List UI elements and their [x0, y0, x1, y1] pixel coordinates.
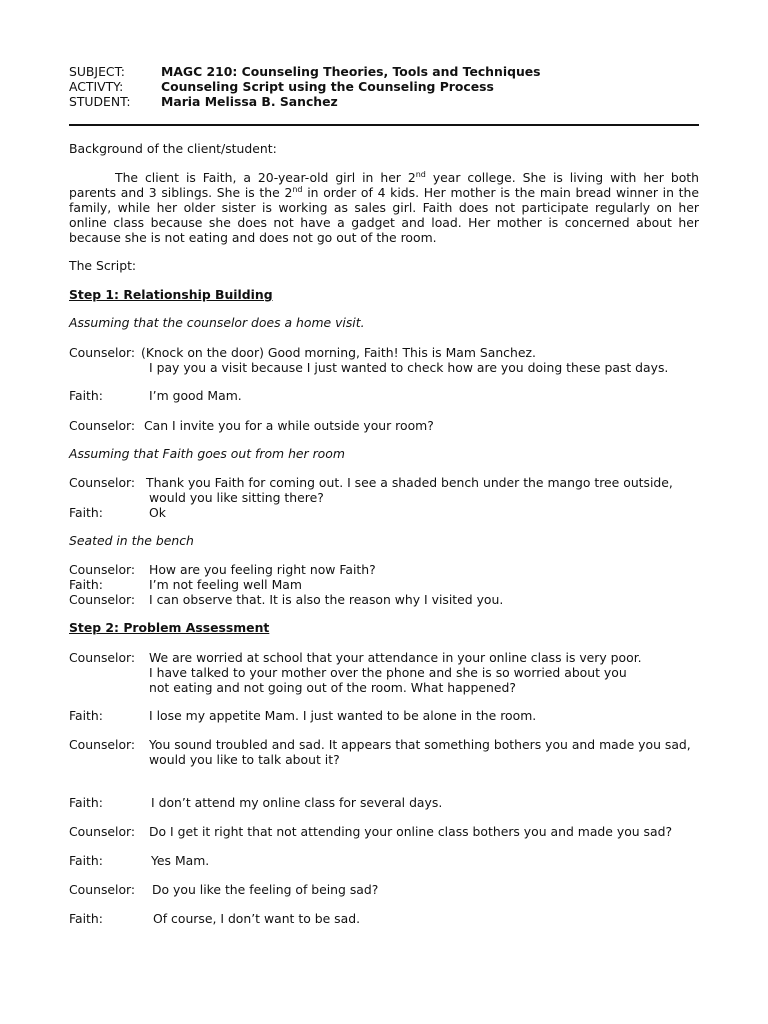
speaker-label: Counselor:	[69, 418, 136, 433]
speaker-label: Faith:	[69, 505, 103, 520]
background-heading: Background of the client/student:	[69, 141, 277, 156]
dialogue-line	[69, 418, 699, 433]
speaker-label: Counselor:	[69, 345, 136, 360]
dialogue-block	[69, 650, 699, 695]
dialogue-block	[69, 882, 699, 897]
speaker-spacer	[69, 665, 149, 680]
header-divider	[69, 124, 699, 126]
dialogue-line	[69, 882, 699, 897]
background-text-2: year college. She is living with her both parents and 3 siblings. She is the 2	[69, 170, 699, 200]
speaker-label: Faith:	[69, 577, 103, 592]
speaker-label: Counselor:	[69, 737, 136, 752]
dialogue-text: I can observe that. It is also the reason why I visited you.	[149, 592, 504, 607]
dialogue-line	[69, 824, 699, 839]
speaker-spacer	[69, 490, 149, 505]
speaker-label: Faith:	[69, 388, 103, 403]
dialogue-text: Ok	[149, 505, 166, 520]
dialogue-text: Can I invite you for a while outside your room?	[144, 418, 434, 433]
speaker-label: Counselor:	[69, 650, 136, 665]
speaker-spacer	[69, 360, 149, 375]
dialogue-line	[69, 505, 699, 520]
activity-label: ACTIVTY:	[69, 79, 124, 94]
step1-title: Step 1: Relationship Building	[69, 287, 273, 302]
speaker-spacer	[69, 680, 149, 695]
student-row	[69, 94, 541, 109]
stage-direction: Seated in the bench	[69, 533, 194, 548]
dialogue-text: would you like to talk about it?	[149, 752, 340, 767]
activity-row	[69, 79, 541, 94]
dialogue-block	[69, 562, 699, 607]
dialogue-text: You sound troubled and sad. It appears that something bothers you and made you sad,	[149, 737, 691, 752]
dialogue-text: I pay you a visit because I just wanted to check how are you doing these past days.	[149, 360, 669, 375]
dialogue-line	[69, 665, 699, 680]
dialogue-text: I don’t attend my online class for several days.	[151, 795, 443, 810]
dialogue-text: I’m not feeling well Mam	[149, 577, 302, 592]
speaker-label: Faith:	[69, 853, 103, 868]
dialogue-line	[69, 475, 699, 490]
dialogue-line	[69, 562, 699, 577]
speaker-label: Counselor:	[69, 882, 136, 897]
dialogue-text: Yes Mam.	[151, 853, 210, 868]
background-text-3: in order of 4 kids. Her mother is the main bread winner in the family, while her older sister is working as sales girl. Faith does not participate regularly on her online class because she does not have a gadget and load. Her mother is concerned about her because she is not eating and does not go out of the room.	[69, 185, 699, 245]
dialogue-line	[69, 795, 699, 810]
dialogue-line	[69, 853, 699, 868]
student-label: STUDENT:	[69, 94, 131, 109]
background-paragraph	[69, 170, 699, 245]
dialogue-text: not eating and not going out of the room. What happened?	[149, 680, 516, 695]
dialogue-line	[69, 911, 699, 926]
dialogue-block	[69, 708, 699, 723]
dialogue-text: I lose my appetite Mam. I just wanted to be alone in the room.	[149, 708, 537, 723]
step2-title: Step 2: Problem Assessment	[69, 620, 270, 635]
ordinal-suffix: nd	[292, 185, 303, 194]
dialogue-line	[69, 345, 699, 360]
dialogue-text: Do you like the feeling of being sad?	[152, 882, 379, 897]
dialogue-block	[69, 795, 699, 810]
dialogue-text: How are you feeling right now Faith?	[149, 562, 376, 577]
speaker-label: Faith:	[69, 911, 103, 926]
dialogue-line	[69, 592, 699, 607]
student-value: Maria Melissa B. Sanchez	[161, 94, 338, 109]
dialogue-line	[69, 752, 699, 767]
dialogue-text: (Knock on the door) Good morning, Faith! This is Mam Sanchez.	[141, 345, 536, 360]
dialogue-block	[69, 418, 699, 433]
dialogue-line	[69, 650, 699, 665]
ordinal-suffix: nd	[415, 170, 426, 179]
dialogue-line	[69, 680, 699, 695]
speaker-label: Faith:	[69, 795, 103, 810]
dialogue-text: Thank you Faith for coming out. I see a shaded bench under the mango tree outside,	[146, 475, 673, 490]
dialogue-block	[69, 475, 699, 520]
subject-row	[69, 64, 541, 79]
speaker-label: Counselor:	[69, 475, 136, 490]
dialogue-text: I have talked to your mother over the phone and she is so worried about you	[149, 665, 627, 680]
dialogue-line	[69, 708, 699, 723]
dialogue-block	[69, 388, 699, 403]
dialogue-line	[69, 737, 699, 752]
subject-value: MAGC 210: Counseling Theories, Tools and Techniques	[161, 64, 541, 79]
script-heading: The Script:	[69, 258, 137, 273]
dialogue-text: would you like sitting there?	[149, 490, 324, 505]
dialogue-text: Do I get it right that not attending your online class bothers you and made you sad?	[149, 824, 673, 839]
subject-label: SUBJECT:	[69, 64, 125, 79]
speaker-label: Counselor:	[69, 562, 136, 577]
speaker-label: Counselor:	[69, 824, 136, 839]
speaker-label: Faith:	[69, 708, 103, 723]
dialogue-block	[69, 911, 699, 926]
document-header	[69, 64, 541, 109]
speaker-spacer	[69, 752, 149, 767]
dialogue-line	[69, 360, 699, 375]
dialogue-line	[69, 388, 699, 403]
dialogue-block	[69, 737, 699, 767]
dialogue-block	[69, 345, 699, 375]
dialogue-text: I’m good Mam.	[149, 388, 242, 403]
dialogue-line	[69, 490, 699, 505]
dialogue-block	[69, 853, 699, 868]
speaker-label: Counselor:	[69, 592, 136, 607]
stage-direction: Assuming that the counselor does a home visit.	[69, 315, 365, 330]
dialogue-line	[69, 577, 699, 592]
dialogue-block	[69, 824, 699, 839]
background-text-1: The client is Faith, a 20-year-old girl in her 2	[115, 170, 416, 185]
stage-direction: Assuming that Faith goes out from her room	[69, 446, 345, 461]
dialogue-text: Of course, I don’t want to be sad.	[153, 911, 361, 926]
activity-value: Counseling Script using the Counseling Process	[161, 79, 494, 94]
dialogue-text: We are worried at school that your attendance in your online class is very poor.	[149, 650, 642, 665]
